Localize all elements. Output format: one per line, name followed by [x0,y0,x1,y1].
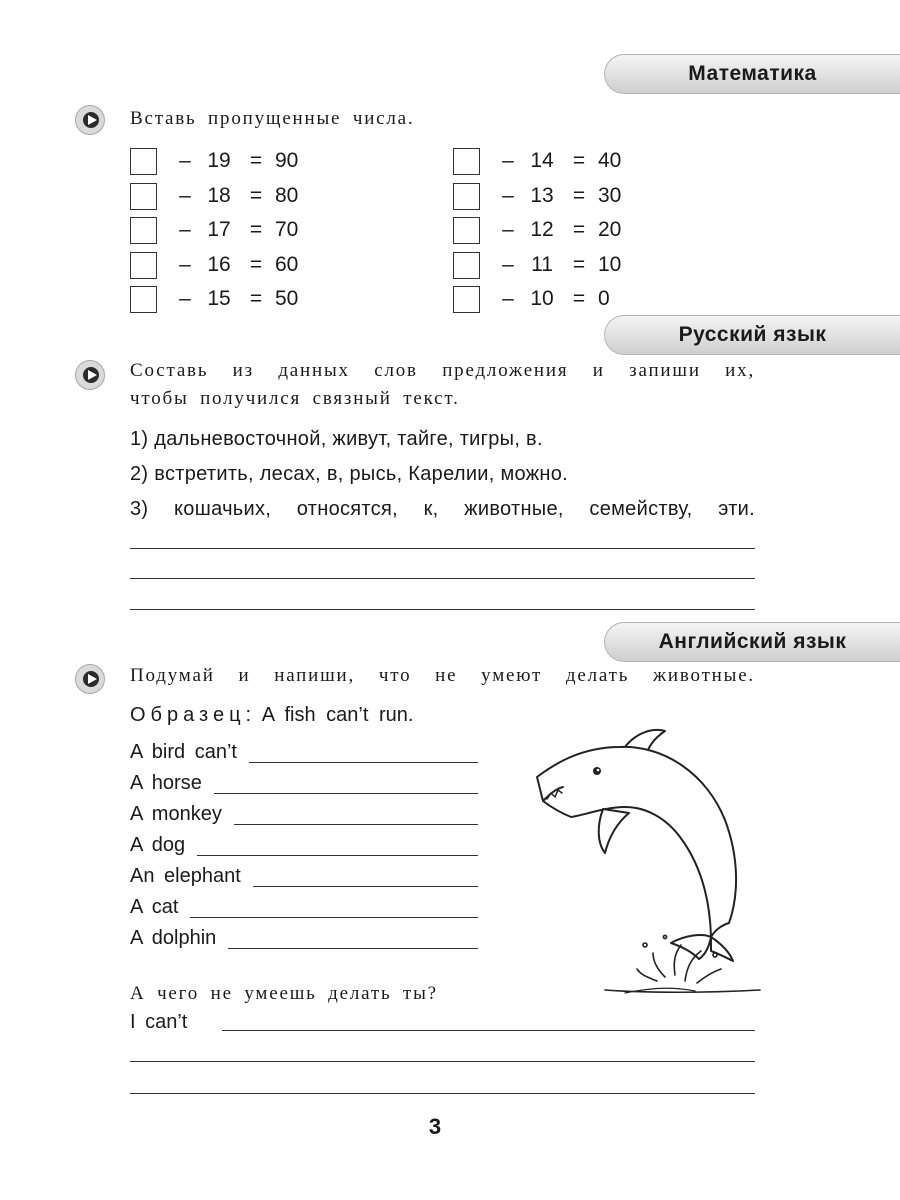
answer-line[interactable] [190,917,478,918]
equation-row [130,214,323,246]
task-instruction: Подумай и напиши, что не умеют делать животные. [130,665,755,686]
minus-sign: – [502,287,514,310]
minus-sign: – [179,149,191,172]
minus-sign: – [502,149,514,172]
play-icon [75,360,105,390]
answer-box[interactable] [453,217,480,244]
answer-box[interactable] [453,183,480,210]
answer-box[interactable] [130,148,157,175]
minus-sign: – [179,218,191,241]
subtrahend: 17 [207,218,231,241]
section-tab-math [604,54,900,94]
sample-text: A fish can’t run. [261,704,414,726]
result: 30 [598,184,622,207]
task-instruction: Составь из данных слов предложения и запиши их, [130,360,755,381]
animal-prompt: A dog [130,834,186,856]
minus-sign: – [179,253,191,276]
answer-start: I can’t [130,1011,188,1033]
minus-sign: – [179,287,191,310]
answer-line[interactable] [253,886,478,887]
answer-line[interactable] [214,793,478,794]
answer-line[interactable] [130,1061,755,1062]
equals-sign: = [249,184,263,207]
answer-box[interactable] [453,252,480,279]
result: 10 [598,253,622,276]
answer-line[interactable] [197,855,478,856]
answer-box[interactable] [130,252,157,279]
equation-row [130,283,323,315]
section-tab-russian [604,315,900,355]
result: 20 [598,218,622,241]
answer-box[interactable] [130,183,157,210]
answer-line[interactable] [130,578,755,579]
minus-sign: – [502,253,514,276]
equation-row [130,180,323,212]
animal-prompt: An elephant [130,865,241,887]
result: 60 [275,253,299,276]
animal-prompt: A bird can’t [130,741,237,763]
subtrahend: 11 [531,253,553,276]
answer-line[interactable] [130,548,755,549]
equals-sign: = [249,287,263,310]
word-set-3: 3) кошачьих, относятся, к, животные, семейству, эти. [130,498,755,520]
answer-box[interactable] [453,286,480,313]
result: 0 [598,287,610,310]
dolphin-illustration [525,725,765,1010]
equation-row [453,283,646,315]
subtrahend: 12 [530,218,554,241]
result: 40 [598,149,622,172]
answer-box[interactable] [130,217,157,244]
play-icon [75,664,105,694]
answer-line[interactable] [249,762,478,763]
page-number: 3 [428,1114,442,1139]
subtrahend: 19 [207,149,231,172]
animal-prompt: A monkey [130,803,222,825]
animal-prompt: A horse [130,772,202,794]
answer-box[interactable] [453,148,480,175]
section-title: Русский язык [678,323,827,346]
question-text: А чего не умеешь делать ты? [130,983,438,1004]
equals-sign: = [572,184,586,207]
sample-line [130,704,413,727]
minus-sign: – [502,218,514,241]
answer-line[interactable] [228,948,478,949]
answer-line[interactable] [130,609,755,610]
section-title: Английский язык [658,630,847,653]
equation-row [130,249,323,281]
section-tab-english [604,622,900,662]
task-instruction-continued: чтобы получился связный текст. [130,388,460,409]
subtrahend: 18 [207,184,231,207]
play-icon [75,105,105,135]
equation-row [453,180,646,212]
equals-sign: = [249,253,263,276]
subtrahend: 10 [530,287,554,310]
equation-row [453,214,646,246]
equals-sign: = [572,253,586,276]
subtrahend: 15 [207,287,231,310]
equation-row [453,249,646,281]
word-set-1: 1) дальневосточной, живут, тайге, тигры, в. [130,428,543,450]
equals-sign: = [249,218,263,241]
animal-prompt: A cat [130,896,179,918]
animal-prompt: A dolphin [130,927,217,949]
equals-sign: = [249,149,263,172]
result: 70 [275,218,299,241]
sample-label: Образец: [130,704,257,726]
subtrahend: 13 [530,184,554,207]
result: 90 [275,149,299,172]
equation-row [130,145,323,177]
equals-sign: = [572,287,586,310]
section-title: Математика [688,62,817,85]
answer-line[interactable] [222,1030,755,1031]
equals-sign: = [572,149,586,172]
minus-sign: – [502,184,514,207]
equals-sign: = [572,218,586,241]
result: 50 [275,287,299,310]
answer-line[interactable] [130,1093,755,1094]
answer-line[interactable] [234,824,478,825]
subtrahend: 16 [207,253,231,276]
equation-row [453,145,646,177]
answer-box[interactable] [130,286,157,313]
subtrahend: 14 [530,149,554,172]
minus-sign: – [179,184,191,207]
task-instruction: Вставь пропущенные числа. [130,108,415,129]
word-set-2: 2) встретить, лесах, в, рысь, Карелии, можно. [130,463,569,485]
result: 80 [275,184,299,207]
